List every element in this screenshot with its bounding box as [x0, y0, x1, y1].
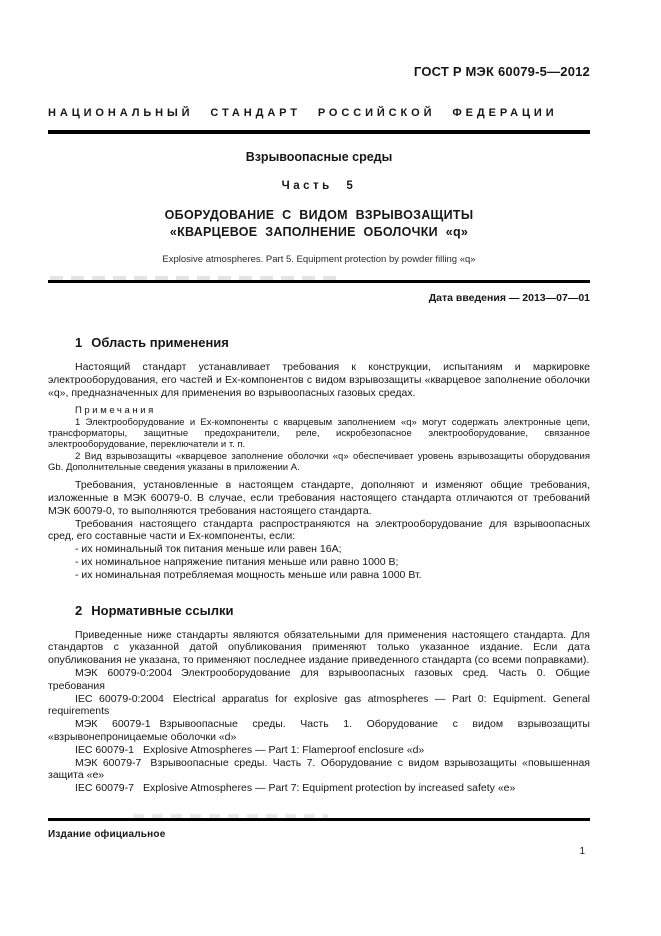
doc-title-line-1: ОБОРУДОВАНИЕ С ВИДОМ ВЗРЫВОЗАЩИТЫ: [164, 208, 474, 222]
reference-title: Электрооборудование для взрывоопасных газовых сред. Часть 0. Общие требования: [48, 666, 590, 692]
reference-code: IEC 60079-0:2004: [75, 692, 164, 705]
page-number: 1: [579, 846, 585, 857]
note-item: 1 Электрооборудование и Ex-компоненты с кварцевым заполнением «q» могут содержать электронные цепи, трансформаторы, защитные предохранители, реле, искробезопасное электрооборудование, связанное электрооборудование, переключатели и т. п.: [48, 416, 590, 451]
reference-item: [48, 693, 590, 719]
scan-artifact: [133, 814, 328, 818]
footer-rule: [48, 818, 590, 821]
bullet-item: - их номинальная потребляемая мощность меньше или равна 1000 Вт.: [75, 568, 422, 581]
notes-label: Примечания: [75, 405, 156, 417]
reference-list: [48, 667, 590, 795]
reference-code: МЭК 60079-7: [75, 756, 142, 769]
section-1-number: 1: [75, 335, 83, 350]
bullet-item: - их номинальный ток питания меньше или равен 16А;: [75, 543, 342, 556]
reference-item: [48, 757, 590, 783]
notes-block: [48, 405, 590, 473]
section-2-title: Нормативные ссылки: [91, 602, 234, 618]
note-item: 2 Вид взрывозащиты «кварцевое заполнение оболочки «q» обеспечивает уровень взрывозащиты оборудования Gb. Дополнительные сведения указаны в приложении А.: [48, 450, 590, 473]
bullet-item: - их номинальное напряжение питания меньше или равно 1000 В;: [75, 555, 399, 568]
section-1-title: Область применения: [91, 335, 229, 350]
doc-subject: Взрывоопасные среды: [245, 150, 393, 164]
reference-code: МЭК 60079-0:2004: [75, 666, 173, 679]
bullet-list: [48, 543, 590, 581]
reference-title: Electrical apparatus for explosive gas atmospheres — Part 0: Equipment. General requirements: [48, 692, 591, 718]
section-2-number: 2: [75, 602, 83, 618]
reference-item: [48, 782, 590, 795]
title-block: [48, 150, 590, 266]
doc-code: ГОСТ Р МЭК 60079-5—2012: [413, 64, 590, 79]
reference-code: IEC 60079-7: [75, 782, 134, 795]
reference-title: Взрывоопасные среды. Часть 1. Оборудование с видом взрывозащиты «взрывонепроницаемые оболочки «d»: [48, 718, 590, 743]
reference-title: Взрывоопасные среды. Часть 7. Оборудование с видом взрывозащиты «повышенная защита «е»: [48, 756, 590, 782]
effective-date: Дата введения — 2013—07—01: [428, 292, 590, 304]
reference-title: Explosive Atmospheres — Part 7: Equipment protection by increased safety «е»: [142, 782, 516, 795]
paragraph: Требования, установленные в настоящем стандарте, дополняют и изменяют общие требования, изложенные в МЭК 60079-0. В случае, если требования настоящего стандарта отличаются от требований МЭК 60079-0, то выполняются требования настоящего стандарта.: [48, 479, 590, 517]
scan-artifact: [50, 276, 342, 280]
horizontal-rule-top: [48, 130, 590, 134]
reference-code: IEC 60079-1: [75, 743, 134, 756]
official-edition-note: Издание официальное: [48, 829, 166, 840]
paragraph: Приведенные ниже стандарты являются обязательными для применения настоящего стандарта. Для стандартов с указанной датой опубликования применяют только указанное издание. Если дата опубликования не указана, то применяют последнее издание приведенного стандарта (со всеми поправками).: [48, 628, 590, 667]
reference-title: Explosive Atmospheres — Part 1: Flameproof enclosure «d»: [142, 743, 425, 756]
section-2-heading: [75, 603, 590, 619]
doc-part-label: Часть 5: [281, 180, 357, 192]
reference-item: [48, 718, 590, 744]
national-standard-heading: НАЦИОНАЛЬНЫЙ СТАНДАРТ РОССИЙСКОЙ ФЕДЕРАЦИИ: [48, 107, 558, 119]
doc-title-english: Explosive atmospheres. Part 5. Equipment protection by powder filling «q»: [162, 254, 476, 265]
horizontal-rule-middle: [48, 280, 590, 283]
paragraph: Настоящий стандарт устанавливает требования к конструкции, испытаниям и маркировке электрооборудования, его частей и Ex-компонентов с видом взрывозащиты «кварцевое заполнение оболочки «q», предназначенных для применения во взрывоопасных газовых средах.: [48, 361, 590, 399]
reference-item: [48, 667, 590, 693]
reference-code: МЭК 60079-1: [75, 718, 151, 731]
paragraph: Требования настоящего стандарта распространяются на электрооборудование для взрывоопасных сред, его составные части и Ex-компоненты, если:: [48, 517, 590, 543]
reference-item: [48, 744, 590, 757]
doc-title-line-2: «КВАРЦЕВОЕ ЗАПОЛНЕНИЕ ОБОЛОЧКИ «q»: [169, 224, 469, 239]
document-content: [48, 0, 590, 795]
section-1-heading: [75, 335, 590, 351]
doc-main-title: [48, 207, 590, 240]
